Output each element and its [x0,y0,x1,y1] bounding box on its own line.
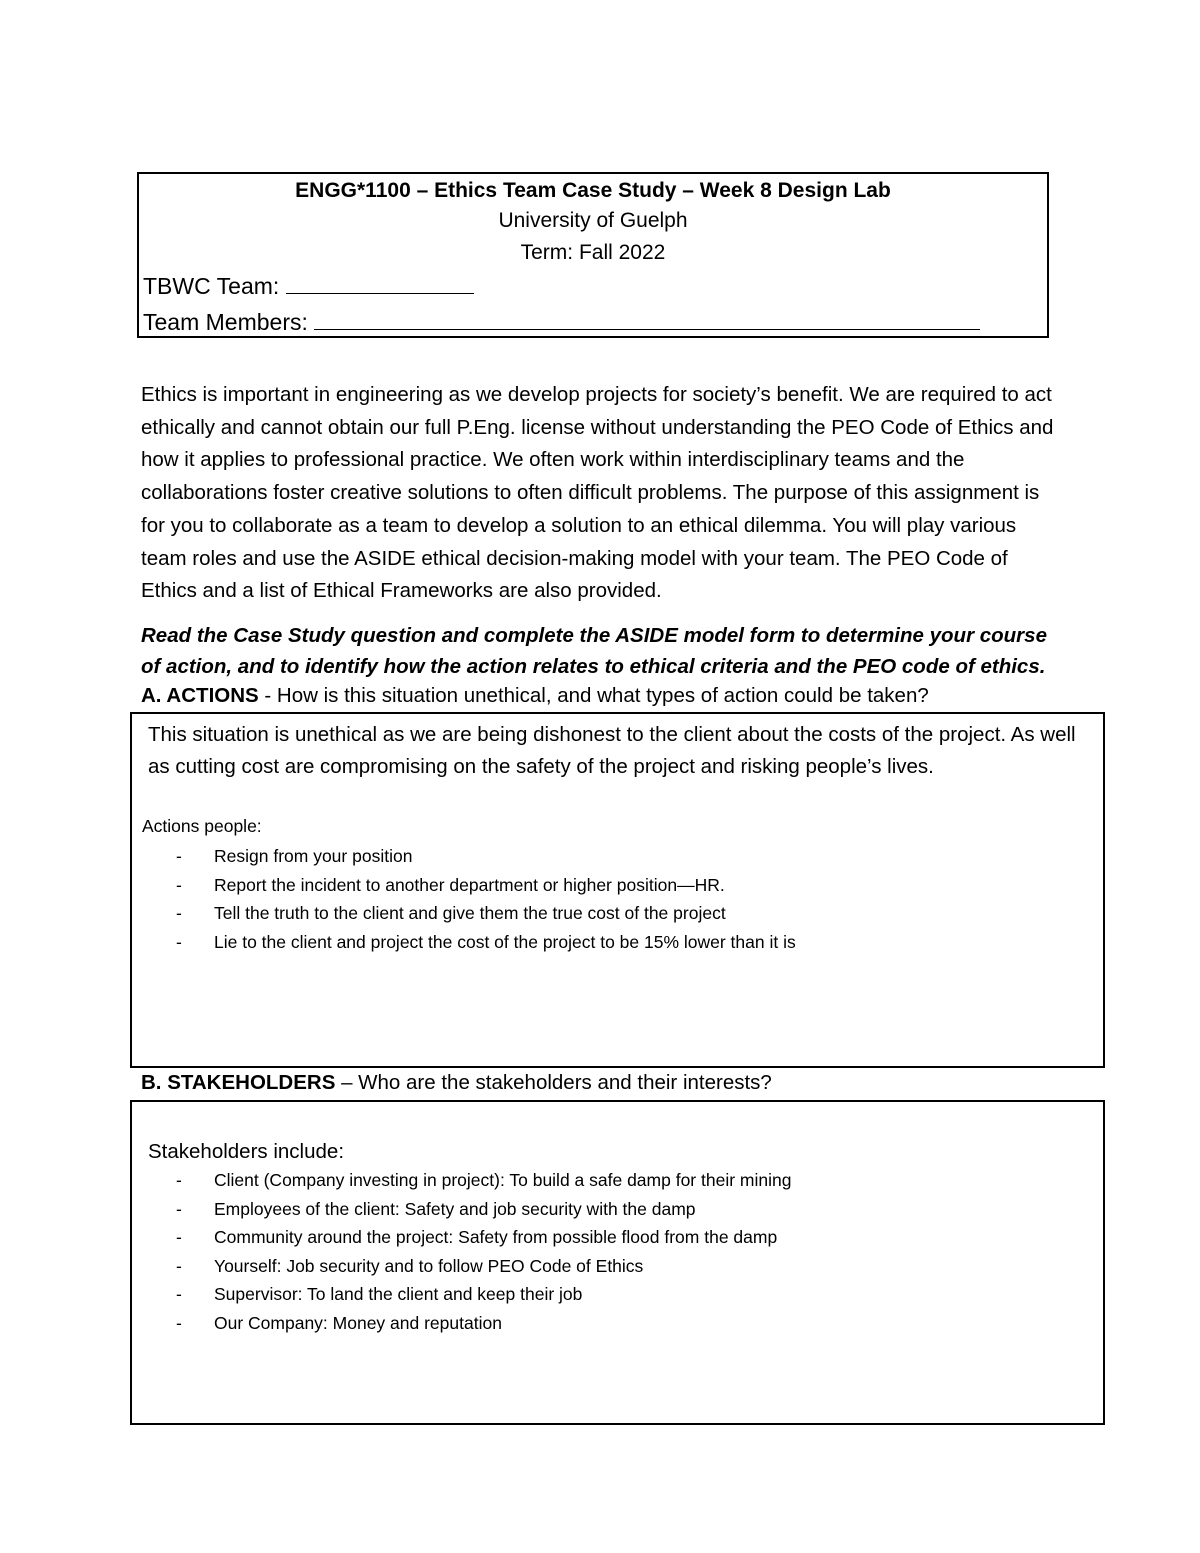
list-item: - Client (Company investing in project): To build a safe damp for their mining [176,1170,792,1190]
section-b-heading-rest: – Who are the stakeholders and their interests? [335,1071,772,1094]
actions-list-title: Actions people: [142,816,262,836]
section-a-heading [141,683,929,709]
list-item: - Report the incident to another department or higher position—HR. [176,874,725,895]
list-item: - Supervisor: To land the client and keep their job [176,1284,583,1305]
section-a-heading-rest: - How is this situation unethical, and what types of action could be taken? [258,684,929,707]
members-label: Team Members: [143,309,308,335]
section-a-heading-bold: A. ACTIONS [141,684,259,707]
term-label: Term: Fall 2022 [520,241,666,264]
list-item: - Our Company: Money and reputation [176,1312,502,1333]
team-label: TBWC Team: [143,273,280,299]
list-item: - Lie to the client and project the cost of the project to be 15% lower than it is [176,931,796,952]
team-blank[interactable] [286,273,474,294]
stakeholders-list-title: Stakeholders include: [148,1140,345,1163]
members-field[interactable] [143,308,980,336]
members-blank[interactable] [314,309,980,330]
list-item: - Resign from your position [176,846,413,866]
section-b-heading-bold: B. STAKEHOLDERS [141,1071,336,1094]
actions-list [132,842,796,956]
instruction-text: Read the Case Study question and complete the ASIDE model form to determine your course of action, and to identify how the action relates to ethical criteria and the PEO code of ethics. [141,624,1047,678]
actions-answer-box[interactable] [130,712,1105,1068]
document-title: ENGG*1100 – Ethics Team Case Study – Week 8 Design Lab [295,179,891,202]
university-name: University of Guelph [498,209,688,232]
stakeholders-list [132,1166,791,1338]
list-item: - Tell the truth to the client and give them the true cost of the project [176,903,726,924]
list-item: - Yourself: Job security and to follow PEO Code of Ethics [176,1255,644,1276]
stakeholders-answer-box[interactable] [130,1100,1105,1425]
list-item: - Community around the project: Safety from possible flood from the damp [176,1227,778,1248]
intro-paragraph: Ethics is important in engineering as we develop projects for society’s benefit. We are required to act ethically and cannot obtain our full P.Eng. license without understanding the PEO Code of Ethics and how it applies to professional practice. We often work within interdisciplinary teams and the collaborations foster creative solutions to often difficult problems. The purpose of this assignment is for you to collaborate as a team to develop a solution to an ethical dilemma. You will play various team roles and use the ASIDE ethical decision-making model with your team. The PEO Code of Ethics and a list of Ethical Frameworks are also provided. [141,383,1054,603]
actions-answer-text: This situation is unethical as we are being dishonest to the client about the costs of the project. As well as cutting cost are compromising on the safety of the project and risking people’s lives. [148,723,1076,778]
section-b-heading [141,1070,772,1096]
header-box [137,172,1049,338]
list-item: - Employees of the client: Safety and job security with the damp [176,1198,696,1219]
team-field[interactable] [143,272,474,300]
